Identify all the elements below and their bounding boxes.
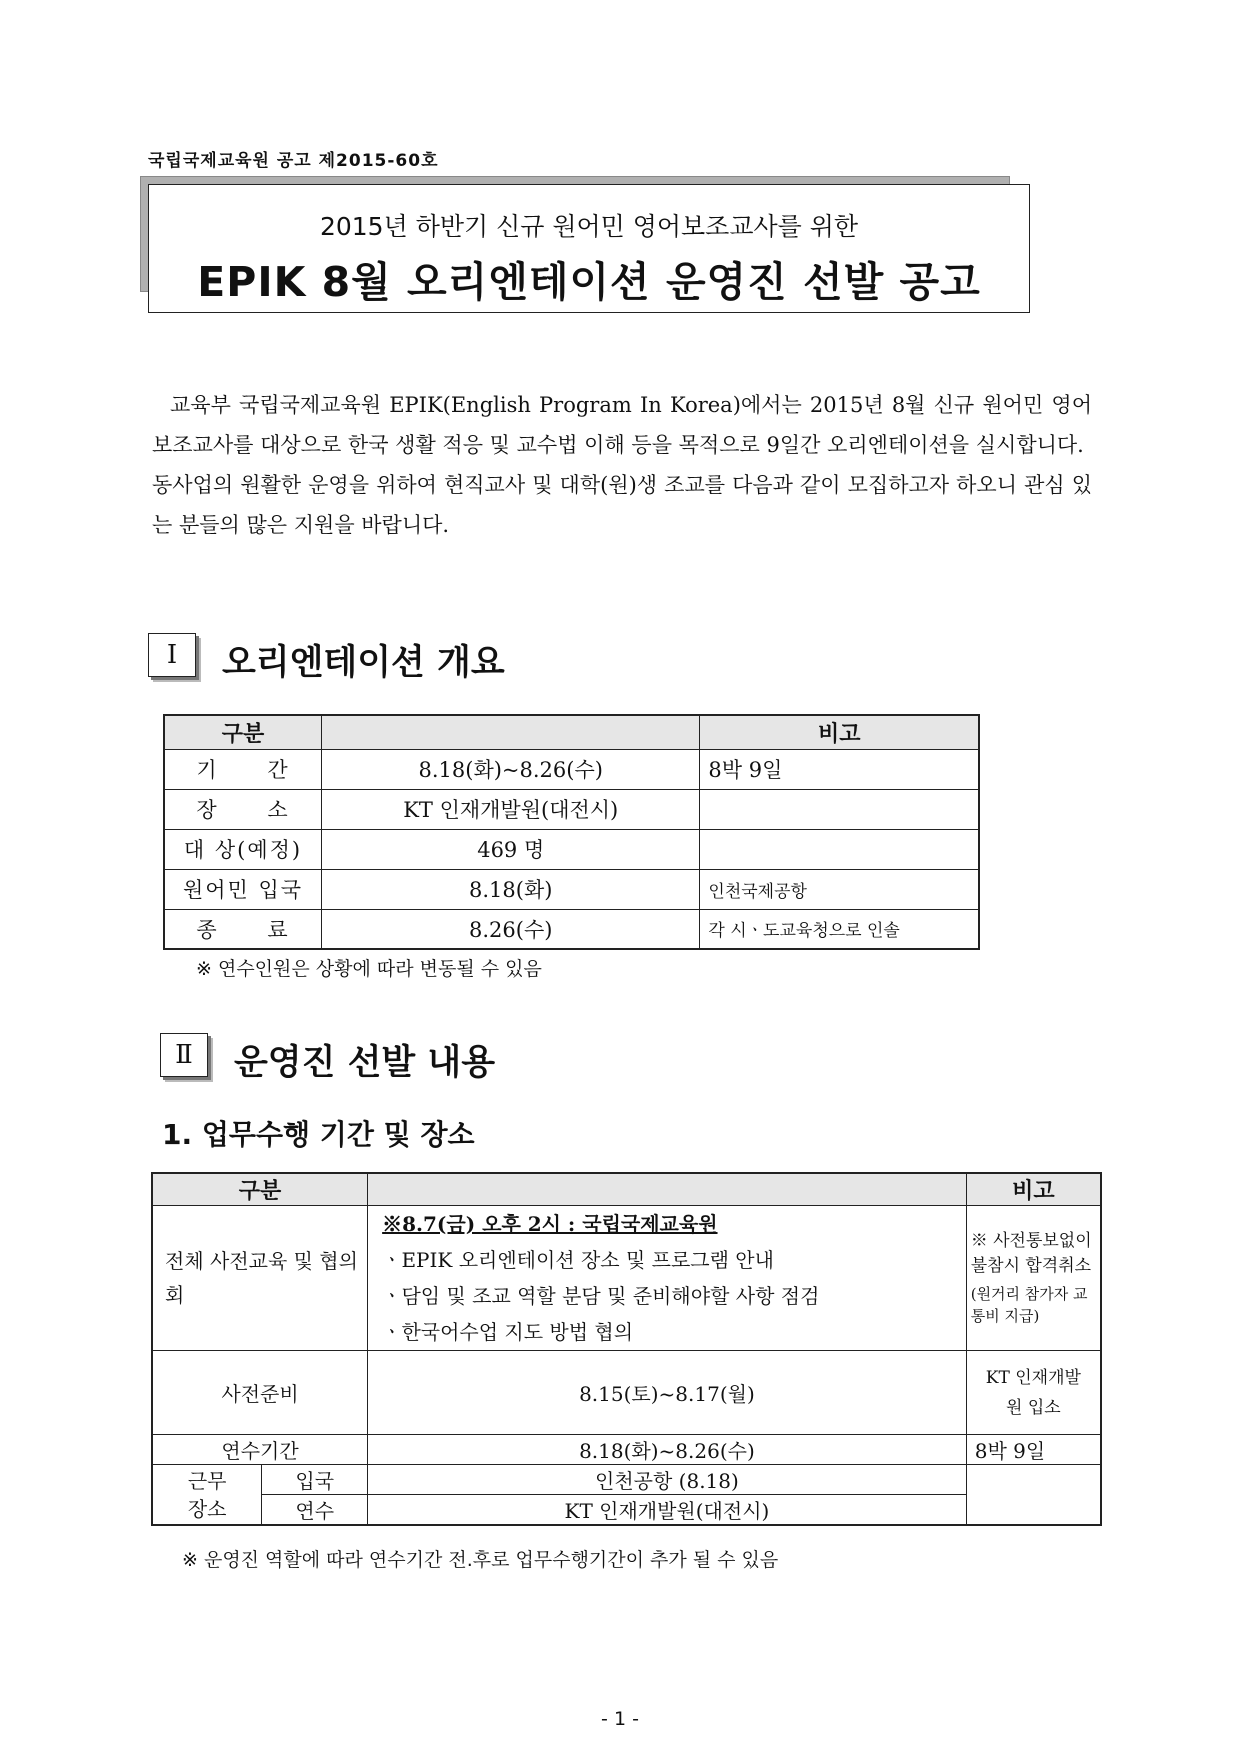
header-remark: 비고: [966, 1173, 1101, 1206]
table-header-row: [164, 715, 979, 749]
header-category: 구분: [152, 1173, 368, 1206]
table-row: [152, 1206, 1101, 1351]
row-label: 사전준비: [152, 1351, 368, 1435]
header-content: [368, 1173, 967, 1206]
intro-paragraph-2: 동사업의 원활한 운영을 위하여 현직교사 및 대학(원)생 조교를 다음과 같이 모집하고자 하오니 관심 있는 분들의 많은 지원을 바랍니다.: [152, 473, 1092, 537]
row-value: 469 명: [322, 829, 700, 869]
row-value: 8.18(화)~8.26(수): [368, 1435, 967, 1465]
row-value: [368, 1206, 967, 1351]
row-remark: [700, 829, 979, 869]
table-row: [152, 1351, 1101, 1435]
document-title: EPIK 8월 오리엔테이션 운영진 선발 공고: [197, 258, 981, 306]
row-value: 8.26(수): [322, 909, 700, 949]
header-remark: 비고: [700, 715, 979, 749]
document-subtitle: 2015년 하반기 신규 원어민 영어보조교사를 위한: [319, 212, 859, 241]
row-remark: [966, 1206, 1101, 1351]
subsection-1-title: 1. 업무수행 기간 및 장소: [162, 1118, 475, 1151]
intro-paragraph-1: 교육부 국립국제교육원 EPIK(English Program In Korea)에서는 2015년 8월 신규 원어민 영어보조교사를 대상으로 한국 생활 적응 및 교수법 이해 등을 목적으로 9일간 오리엔테이션을 실시합니다.: [152, 393, 1092, 457]
table-row: [164, 829, 979, 869]
table-row: [164, 909, 979, 949]
list-item: ㆍ한국어수업 지도 방법 협의: [382, 1320, 634, 1344]
sub-row-value: KT 인재개발원(대전시): [368, 1495, 967, 1526]
section-1-number: Ⅰ: [148, 633, 196, 677]
title-box: [148, 184, 1030, 313]
title-box-frame: [148, 184, 1030, 313]
header-content: [322, 715, 700, 749]
sub-row-value: 인천공항 (8.18): [368, 1465, 967, 1495]
sub-row-label: 연수: [262, 1495, 368, 1526]
remark-line-2: (원거리 참가자 교통비 지급): [970, 1285, 1088, 1325]
row-remark: 각 시ㆍ도교육청으로 인솔: [700, 909, 979, 949]
table-row: [164, 869, 979, 909]
row-label: 연수기간: [152, 1435, 368, 1465]
row-label: 전체 사전교육 및 협의회: [152, 1206, 368, 1351]
table-row: [152, 1495, 1101, 1526]
section-2-number: Ⅱ: [160, 1033, 208, 1077]
pre-training-heading: ※8.7(금) 오후 2시 : 국립국제교육원: [382, 1212, 718, 1236]
table-row: [152, 1435, 1101, 1465]
row-label: 근무 장소: [152, 1465, 262, 1526]
row-remark: 인천국제공항: [700, 869, 979, 909]
row-remark: [700, 789, 979, 829]
section-2-title: 운영진 선발 내용: [234, 1043, 496, 1083]
section-1-note: ※ 연수인원은 상황에 따라 변동될 수 있음: [196, 958, 542, 980]
work-period-table: [151, 1172, 1102, 1526]
list-item: ㆍ담임 및 조교 역할 분담 및 준비해야할 사항 점검: [382, 1284, 820, 1308]
row-label: 대 상(예정): [164, 829, 322, 869]
row-remark: 8박 9일: [700, 749, 979, 789]
row-label: 장 소: [164, 789, 322, 829]
page-number: - 1 -: [601, 1708, 639, 1730]
table-row: [164, 749, 979, 789]
row-label: 기 간: [164, 749, 322, 789]
header-category: 구분: [164, 715, 322, 749]
row-remark: [966, 1465, 1101, 1526]
remark-line-1: ※ 사전통보없이 불참시 합격취소: [970, 1231, 1092, 1276]
table-row: [164, 789, 979, 829]
table-header-row: [152, 1173, 1101, 1206]
orientation-overview-table: [163, 714, 980, 950]
row-value: 8.18(화)~8.26(수): [322, 749, 700, 789]
row-remark: KT 인재개발원 입소: [966, 1351, 1101, 1435]
row-remark: 8박 9일: [966, 1435, 1101, 1465]
sub-row-label: 입국: [262, 1465, 368, 1495]
row-value: 8.15(토)~8.17(월): [368, 1351, 967, 1435]
section-1-title: 오리엔테이션 개요: [222, 643, 505, 683]
row-value: 8.18(화): [322, 869, 700, 909]
row-label: 원어민 입국: [164, 869, 322, 909]
section-2-note: ※ 운영진 역할에 따라 연수기간 전.후로 업무수행기간이 추가 될 수 있음: [182, 1549, 779, 1571]
intro-text: [152, 385, 1092, 545]
notice-number: 국립국제교육원 공고 제2015-60호: [148, 151, 439, 171]
row-value: KT 인재개발원(대전시): [322, 789, 700, 829]
row-label: 종 료: [164, 909, 322, 949]
list-item: ㆍEPIK 오리엔테이션 장소 및 프로그램 안내: [382, 1248, 774, 1272]
table-row: [152, 1465, 1101, 1495]
